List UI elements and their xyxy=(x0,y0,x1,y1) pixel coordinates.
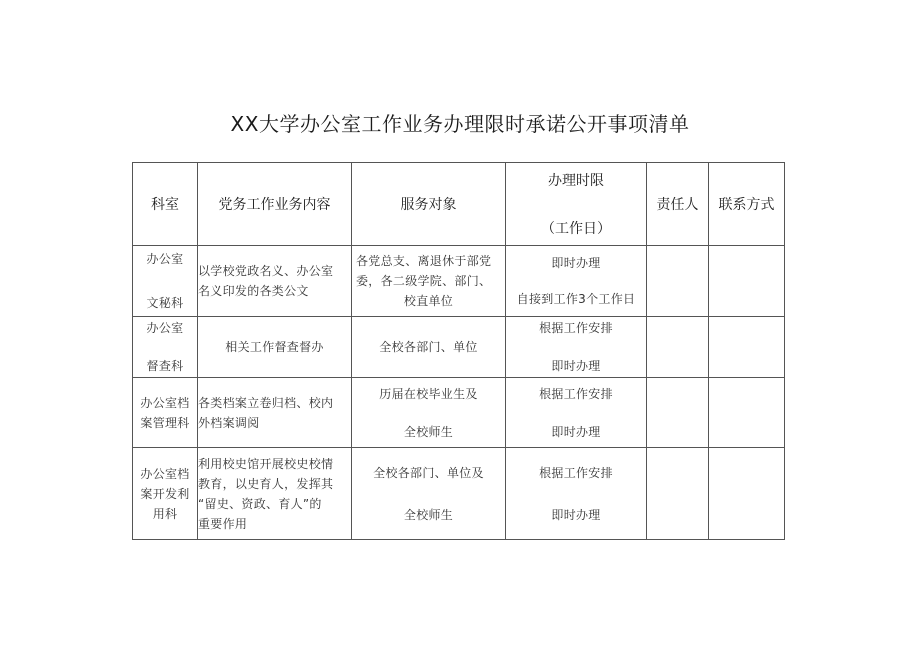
limit-line: 即时办理 xyxy=(551,507,601,522)
table-row xyxy=(133,246,785,317)
limit-line: 自接到工作3个工作日 xyxy=(516,292,636,306)
header-content: 党务工作业务内容 xyxy=(198,163,352,246)
header-limit-label: 办理时限 xyxy=(548,173,604,189)
header-contact: 联系方式 xyxy=(709,163,785,246)
document-title: XX大学办公室工作业务办理限时承诺公开事项清单 xyxy=(230,112,690,136)
target-cell xyxy=(352,317,506,378)
limit-line: 根据工作安排 xyxy=(539,465,613,480)
matters-table xyxy=(132,162,785,540)
office-line: 办公室档 xyxy=(140,395,190,410)
office-line: 案管理科 xyxy=(140,415,190,430)
person-cell xyxy=(647,378,709,448)
contact-cell xyxy=(709,378,785,448)
limit-cell xyxy=(506,246,647,317)
office-cell xyxy=(133,246,198,317)
limit-line: 根据工作安排 xyxy=(539,386,613,401)
limit-cell xyxy=(506,448,647,540)
header-person: 责任人 xyxy=(647,163,709,246)
office-line: 用科 xyxy=(152,506,178,521)
office-cell xyxy=(133,317,198,378)
header-limit-unit: （工作日） xyxy=(541,221,611,237)
content-cell xyxy=(198,246,352,317)
content-line: 名义印发的各类公文 xyxy=(198,284,309,298)
content-line: “留史、资政、育人”的 xyxy=(198,496,322,511)
contact-cell xyxy=(709,448,785,540)
limit-line: 即时办理 xyxy=(551,424,601,439)
content-line: 利用校史馆开展校史校情 xyxy=(198,456,334,471)
office-line: 办公室档 xyxy=(140,466,190,481)
target-cell xyxy=(352,378,506,448)
limit-line: 即时办理 xyxy=(551,359,601,373)
contact-cell xyxy=(709,317,785,378)
table-row xyxy=(133,378,785,448)
content-line: 外档案调阅 xyxy=(198,415,260,430)
content-cell xyxy=(198,378,352,448)
target-line: 全校师生 xyxy=(403,507,454,522)
target-cell xyxy=(352,448,506,540)
target-line: 全校各部门、单位及 xyxy=(373,465,484,480)
content-line: 各类档案立卷归档、校内 xyxy=(198,395,334,410)
content-line: 相关工作督查督办 xyxy=(225,340,324,354)
table-row xyxy=(133,317,785,378)
target-line: 校直单位 xyxy=(403,294,454,308)
header-office: 科室 xyxy=(133,163,198,246)
limit-cell xyxy=(506,317,647,378)
target-cell xyxy=(352,246,506,317)
office-line: 办公室 xyxy=(146,321,184,335)
office-line: 办公室 xyxy=(146,252,184,266)
target-line: 委，各二级学院、部门、 xyxy=(356,274,492,288)
office-line: 文秘科 xyxy=(146,296,184,310)
table-header-row xyxy=(133,163,785,246)
limit-line: 即时办理 xyxy=(551,256,601,270)
office-line: 案开发利 xyxy=(140,486,190,501)
office-cell xyxy=(133,378,198,448)
content-line: 重要作用 xyxy=(198,516,248,531)
office-line: 督查科 xyxy=(146,359,184,373)
content-cell xyxy=(198,317,352,378)
person-cell xyxy=(647,246,709,317)
limit-line: 根据工作安排 xyxy=(539,321,613,335)
target-line: 历届在校毕业生及 xyxy=(379,386,478,401)
limit-cell xyxy=(506,378,647,448)
contact-cell xyxy=(709,246,785,317)
header-target: 服务对象 xyxy=(352,163,506,246)
table-row xyxy=(133,448,785,540)
content-line: 以学校党政名义、办公室 xyxy=(198,264,334,278)
target-line: 全校师生 xyxy=(403,424,454,439)
content-line: 教育，以史育人，发挥其 xyxy=(198,476,334,491)
header-limit xyxy=(506,163,647,246)
target-line: 全校各部门、单位 xyxy=(379,340,478,354)
person-cell xyxy=(647,317,709,378)
target-line: 各党总支、离退休于部党 xyxy=(356,254,492,268)
person-cell xyxy=(647,448,709,540)
office-cell xyxy=(133,448,198,540)
content-cell xyxy=(198,448,352,540)
